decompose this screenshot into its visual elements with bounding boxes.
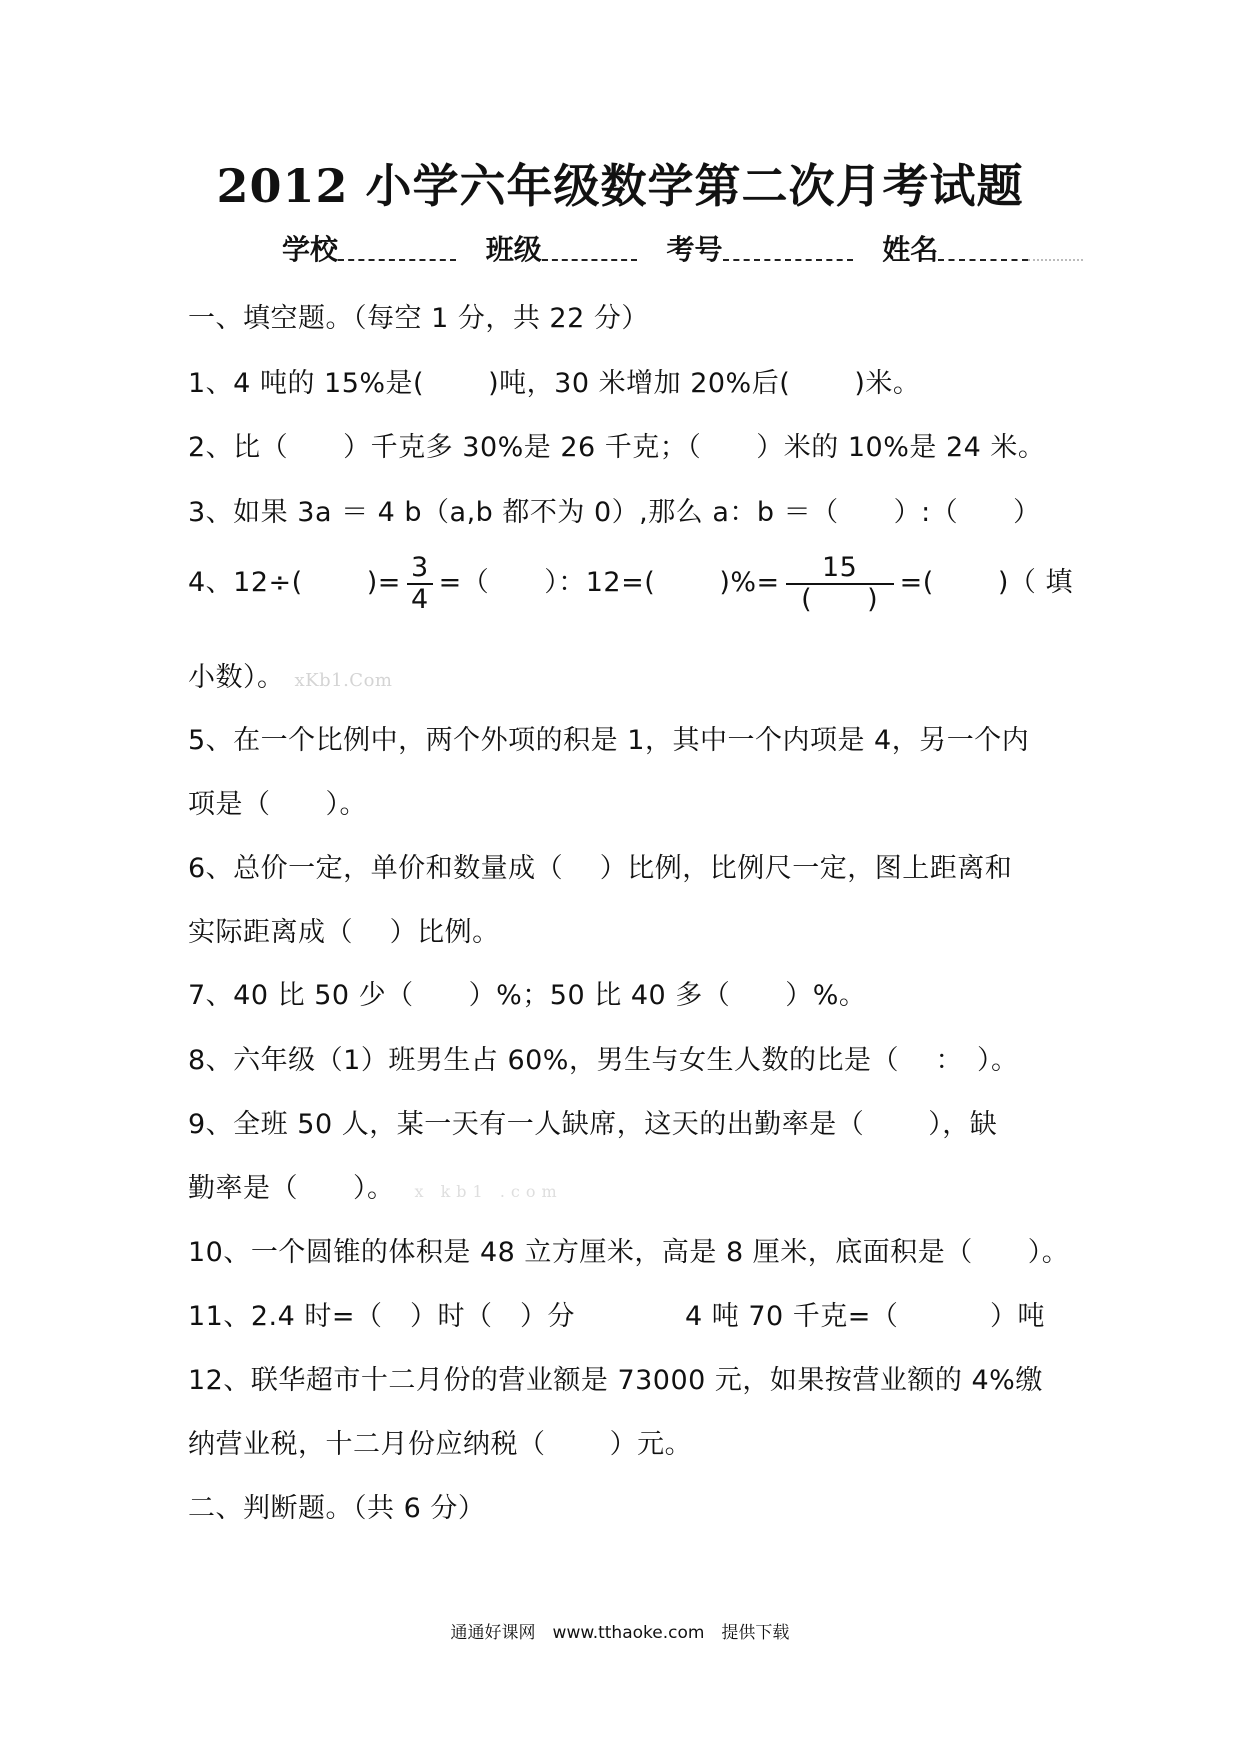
q4-fraction-2 bbox=[786, 553, 894, 614]
question-11: 11、2.4 时=（ ）时（ ）分 4 吨 70 千克=（ ）吨 bbox=[188, 1301, 1045, 1332]
question-6-continued: 实际距离成（ ）比例。 bbox=[188, 917, 500, 948]
q4-part-c: =( )（ 填 bbox=[899, 567, 1074, 599]
section1-heading: 一、填空题。（每空 1 分，共 22 分） bbox=[188, 303, 649, 334]
q9-cont-text: 勤率是（ ）。 bbox=[188, 1173, 395, 1204]
student-info-row bbox=[282, 228, 1083, 268]
q4-fraction-2-numerator: 15 bbox=[786, 553, 894, 585]
footer-source: 通通好课网 www.tthaoke.com 提供下载 bbox=[450, 1623, 790, 1643]
q4-fraction bbox=[407, 553, 433, 614]
school-blank bbox=[338, 233, 456, 261]
name-label: 姓名 bbox=[882, 233, 939, 266]
name-dots bbox=[1028, 233, 1083, 261]
exam-no-blank bbox=[723, 233, 853, 261]
question-12-continued: 纳营业税，十二月份应纳税（ ）元。 bbox=[188, 1429, 693, 1460]
question-4 bbox=[188, 553, 1073, 614]
q4-part-a: 4、12÷( )= bbox=[188, 567, 401, 599]
question-3: 3、如果 3a ＝ 4 b（a,b 都不为 0）,那么 a：b ＝（ ）:（ ） bbox=[188, 497, 1041, 528]
class-blank bbox=[542, 233, 637, 261]
school-label: 学校 bbox=[282, 233, 339, 266]
q4-part-b: =（ ）：12=( )%= bbox=[438, 567, 780, 599]
q4-fraction-numerator: 3 bbox=[407, 553, 433, 585]
question-7: 7、40 比 50 少（ ）%；50 比 40 多（ ）%。 bbox=[188, 980, 867, 1011]
section2-heading: 二、判断题。（共 6 分） bbox=[188, 1493, 486, 1524]
watermark: xKb1.Com bbox=[294, 670, 393, 691]
question-10: 10、一个圆锥的体积是 48 立方厘米，高是 8 厘米，底面积是（ ）。 bbox=[188, 1237, 1070, 1268]
exam-no-label: 考号 bbox=[666, 233, 723, 266]
question-1: 1、4 吨的 15%是( )吨，30 米增加 20%后( )米。 bbox=[188, 368, 921, 399]
question-12: 12、联华超市十二月份的营业额是 73000 元，如果按营业额的 4%缴 bbox=[188, 1365, 1043, 1396]
name-blank bbox=[938, 233, 1028, 261]
question-9: 9、全班 50 人，某一天有一人缺席，这天的出勤率是（ ），缺 bbox=[188, 1109, 998, 1140]
q4-fraction-denominator: 4 bbox=[410, 583, 429, 615]
question-9-continued bbox=[188, 1166, 563, 1205]
question-5: 5、在一个比例中，两个外项的积是 1，其中一个内项是 4，另一个内 bbox=[188, 725, 1030, 756]
page-title: 2012 小学六年级数学第二次月考试题 bbox=[216, 159, 1024, 213]
q4-cont-text: 小数）。 bbox=[188, 662, 285, 693]
question-6: 6、总价一定，单价和数量成（ ）比例，比例尺一定，图上距离和 bbox=[188, 853, 1013, 884]
question-2: 2、比（ ）千克多 30%是 26 千克；（ ）米的 10%是 24 米。 bbox=[188, 432, 1046, 463]
q4-fraction-2-denominator: ( ) bbox=[801, 583, 879, 615]
question-5-continued: 项是（ ）。 bbox=[188, 789, 367, 820]
watermark-2: x kb1 .com bbox=[414, 1182, 563, 1201]
question-4-continued bbox=[188, 655, 392, 694]
class-label: 班级 bbox=[485, 233, 542, 266]
question-8: 8、六年级（1）班男生占 60%，男生与女生人数的比是（ ： ）。 bbox=[188, 1045, 1019, 1076]
